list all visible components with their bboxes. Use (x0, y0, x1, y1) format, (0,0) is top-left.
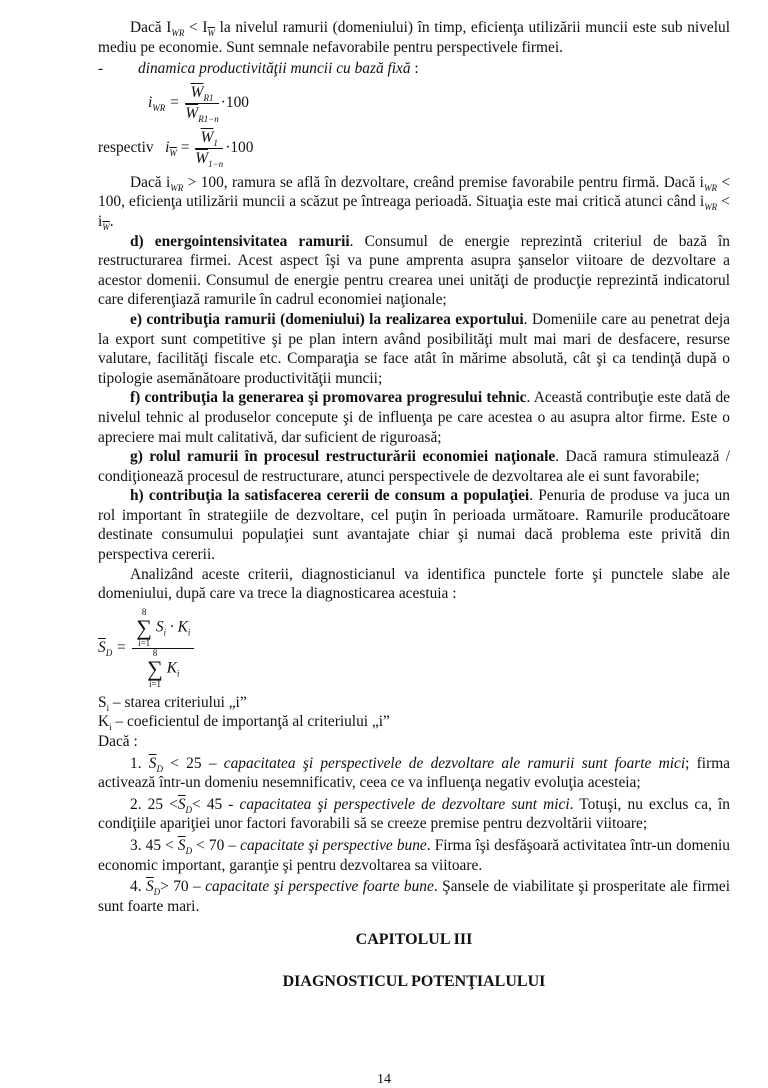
subscript: WR (170, 182, 184, 193)
paragraph-analysis (98, 565, 730, 604)
case-number: 1. (130, 754, 149, 772)
text: > 100, ramura se află în dezvoltare, creând premise favorabile pentru firmă. Dacă i (183, 173, 704, 191)
multiplier: ·100 (225, 138, 254, 156)
case-1 (98, 754, 730, 793)
text: ; firma activează într-un domeniu nesemnificativ, ceea ce va influenţa negativ evoluţia acesteia; (98, 754, 730, 792)
subscript: D (185, 804, 193, 815)
text: S (98, 693, 107, 711)
text: . (109, 212, 114, 230)
text: < 45 - (192, 795, 240, 813)
criterion-title: d) energointensivitatea ramurii (130, 232, 350, 250)
numerator: S (155, 618, 164, 636)
case-number: 2. 25 < (130, 795, 178, 813)
criterion-h (98, 486, 730, 564)
definition-ki (98, 712, 730, 732)
formula-lhs: i (165, 138, 170, 156)
text: < 100, eficienţa utilizării muncii a scăzut pe întreaga perioadă. Situaţia este mai critică atunci când i (98, 173, 731, 211)
subscript: WR (171, 28, 185, 39)
bullet-item (98, 59, 730, 79)
subscript: R1−n (198, 113, 219, 124)
subscript: W (102, 222, 110, 233)
text: Dacă I (130, 19, 172, 36)
sum-sign: 8 ∑ i=1 (147, 647, 163, 689)
criterion-d (98, 232, 730, 310)
text: respectiv (98, 138, 154, 156)
text: Dacă i (130, 173, 171, 191)
text: Analizând aceste criterii, diagnosticianul va identifica punctele forte şi punctele slabe ale domeniului, după care va trece la diagnosticarea acestuia : (98, 565, 730, 603)
subscript: 1 (213, 137, 218, 148)
criterion-text: . Această contribuţie este dată de nivelul tehnic al produselor concepute şi de influenţa pe care acestea o au asupra altor firme. Este o apreciere mai mult calitativă, dar suficient de riguroasă; (98, 389, 730, 446)
case-number: 3. 45 < (130, 837, 178, 854)
text: . Totuşi, nu exclus ca, în condiţiile apariţiei unor factori favorabili să se creeze premise pentru dezvoltării viitoare; (98, 795, 730, 833)
page-number: 14 (377, 1072, 391, 1087)
criterion-g (98, 447, 730, 486)
subscript: i (109, 722, 112, 733)
case-number: 4. (130, 878, 146, 896)
case-3 (98, 836, 730, 875)
text: Dacă : (98, 733, 138, 751)
sd-symbol: $\overline{S}$ (177, 795, 186, 813)
text: la nivelul ramurii (domeniului) în timp, eficienţa utilizării muncii este sub nivelul mediu pe economie. Sunt semnale nefavorabile pentru perspectivele firmei. (98, 19, 730, 56)
chapter-title: DIAGNOSTICUL POTENŢIALULUI (282, 972, 546, 990)
text: < 25 – (163, 754, 224, 772)
criterion-title: g) rolul ramurii în procesul restructurării economiei naţionale (130, 448, 556, 466)
formula-sd: $\overline{S}_D$ = 8 ∑ i=1 $S_i \cdot K_i$ 8 ∑ i=1 $K_i$ (98, 608, 730, 689)
subscript: 1−n (208, 158, 224, 169)
formula-fixed-base-1: $i_{WR}$ = $\frac{\overline{W}_{R1}}{\overline{W}_{R1-n}}$ ·100 (148, 83, 249, 124)
subscript: D (105, 647, 113, 658)
criterion-title: f) contribuţia la generarea şi promovarea progresului tehnic (130, 389, 527, 407)
fraction (195, 128, 223, 169)
case-verdict: capacitate şi perspective bune (240, 837, 427, 854)
criterion-text: . Consumul de energie reprezintă criteriul de bază în restructurarea firmei. Acest aspect îşi va pune amprenta asupra şanselor viitoare de dezvoltare a acestor domenii. Consumul de energie pentru crearea unei unităţi de producţie reprezintă indicatorul care diferenţiază ramurile în cadrul economiei naţionale; (98, 232, 730, 309)
subscript: i (163, 627, 167, 638)
subscript: R1 (203, 92, 214, 103)
text: . Firma îşi desfăşoară activitatea într-un domeniu economic important, garanţie şi pentru dezvoltarea sa viitoare. (98, 837, 731, 874)
sum-sign: 8 ∑ i=1 (136, 606, 152, 648)
text: K (98, 713, 110, 731)
fraction (185, 83, 218, 124)
text: < I (184, 19, 208, 36)
sum-lower-limit: i=1 (148, 678, 162, 689)
text: – coeficientul de importanţă al criteriului „i” (111, 713, 390, 731)
formula-lhs: i (148, 93, 153, 111)
case-4 (98, 877, 730, 916)
multiplier: ·100 (220, 93, 249, 111)
text: : (410, 60, 419, 78)
criterion-f (98, 388, 730, 447)
criterion-title: e) contribuţia ramurii (domeniului) la realizarea exportului (130, 310, 524, 328)
paragraph-intro (98, 18, 730, 57)
denominator: K (166, 659, 177, 677)
sd-symbol: $\overline{S}$ (148, 754, 157, 772)
subscript: i (187, 627, 191, 638)
daca-label (98, 732, 730, 752)
text: > 70 – (160, 878, 206, 896)
document-page (98, 18, 730, 992)
subscript: i (176, 668, 180, 679)
case-verdict: capacitatea şi perspectivele de dezvoltare sunt mici (239, 795, 570, 813)
sd-symbol: $\overline{S}$ (145, 878, 154, 896)
text: · K (166, 618, 188, 636)
denominator: $\overline{W}$ (195, 149, 209, 167)
criterion-text: . Domeniile care au penetrat deja la export sunt competitive şi pe plan intern având posibilităţi mult mai mari de desfacere, resurse valutare, facilităţi fiscale etc. Comparaţia se face atât în mărime absolută, cât şi ca tendinţă după o tipologie asemănătoare productivităţii muncii; (98, 310, 730, 387)
subscript: D (156, 763, 163, 774)
paragraph-dynamics (98, 173, 730, 232)
text: . Şansele de viabilitate şi prosperitate ale firmei sunt foarte mari. (98, 878, 731, 915)
subscript: i (106, 702, 110, 713)
sum-lower-limit: i=1 (138, 637, 151, 648)
subscript: W (169, 147, 177, 158)
sum-upper-limit: 8 (152, 647, 158, 658)
subscript: WR (703, 182, 717, 193)
text: < 70 – (192, 837, 241, 854)
case-2 (98, 795, 730, 834)
formula-lhs: $\overline{S}$ (98, 638, 106, 656)
sd-symbol: $\overline{S}$ (177, 837, 186, 854)
case-verdict: capacitate şi perspective foarte bune (205, 878, 434, 896)
numerator: $\overline{W}$ (200, 128, 214, 146)
criterion-text: . Dacă ramura stimulează / condiţionează procesul de restructurare, atunci perspectivele de dezvoltarea ale ei sunt favorabile; (98, 448, 730, 485)
criterion-text: . Penuria de produse va juca un rol important în strategiile de dezvoltare, cel puţin în perioada următoare. Ramurile producătoare destinate consumului populaţiei sunt avantajate chiar şi numai dacă problema este privită din perspectiva cererii. (98, 487, 730, 564)
case-verdict: capacitatea şi perspectivele de dezvoltare ale ramurii sunt foarte mici (223, 754, 686, 772)
denominator: $\overline{W}$ (185, 104, 199, 122)
subscript: WR (152, 102, 166, 113)
numerator: $\overline{W}$ (190, 83, 204, 101)
bullet-dash: - (98, 60, 104, 78)
text: < i (98, 193, 730, 230)
fraction (132, 608, 194, 689)
subscript: D (153, 887, 161, 898)
subscript: WR (704, 202, 718, 213)
sum-upper-limit: 8 (141, 606, 147, 617)
criterion-e (98, 310, 730, 388)
criterion-title: h) contribuţia la satisfacerea cererii de consum a populaţiei (130, 487, 530, 505)
text: – starea criteriului „i” (109, 693, 247, 711)
subscript: D (185, 846, 193, 857)
bullet-text: dinamica productivităţii muncii cu bază fixă (138, 60, 411, 78)
formula-fixed-base-2: respectiv $i_{\overline{W}}$ = $\frac{\overline{W}_1}{\overline{W}_{1-n}}$ ·100 (98, 128, 254, 169)
subscript: W (207, 28, 215, 39)
chapter-heading: CAPITOLUL III (355, 931, 473, 949)
definition-si (98, 693, 730, 713)
